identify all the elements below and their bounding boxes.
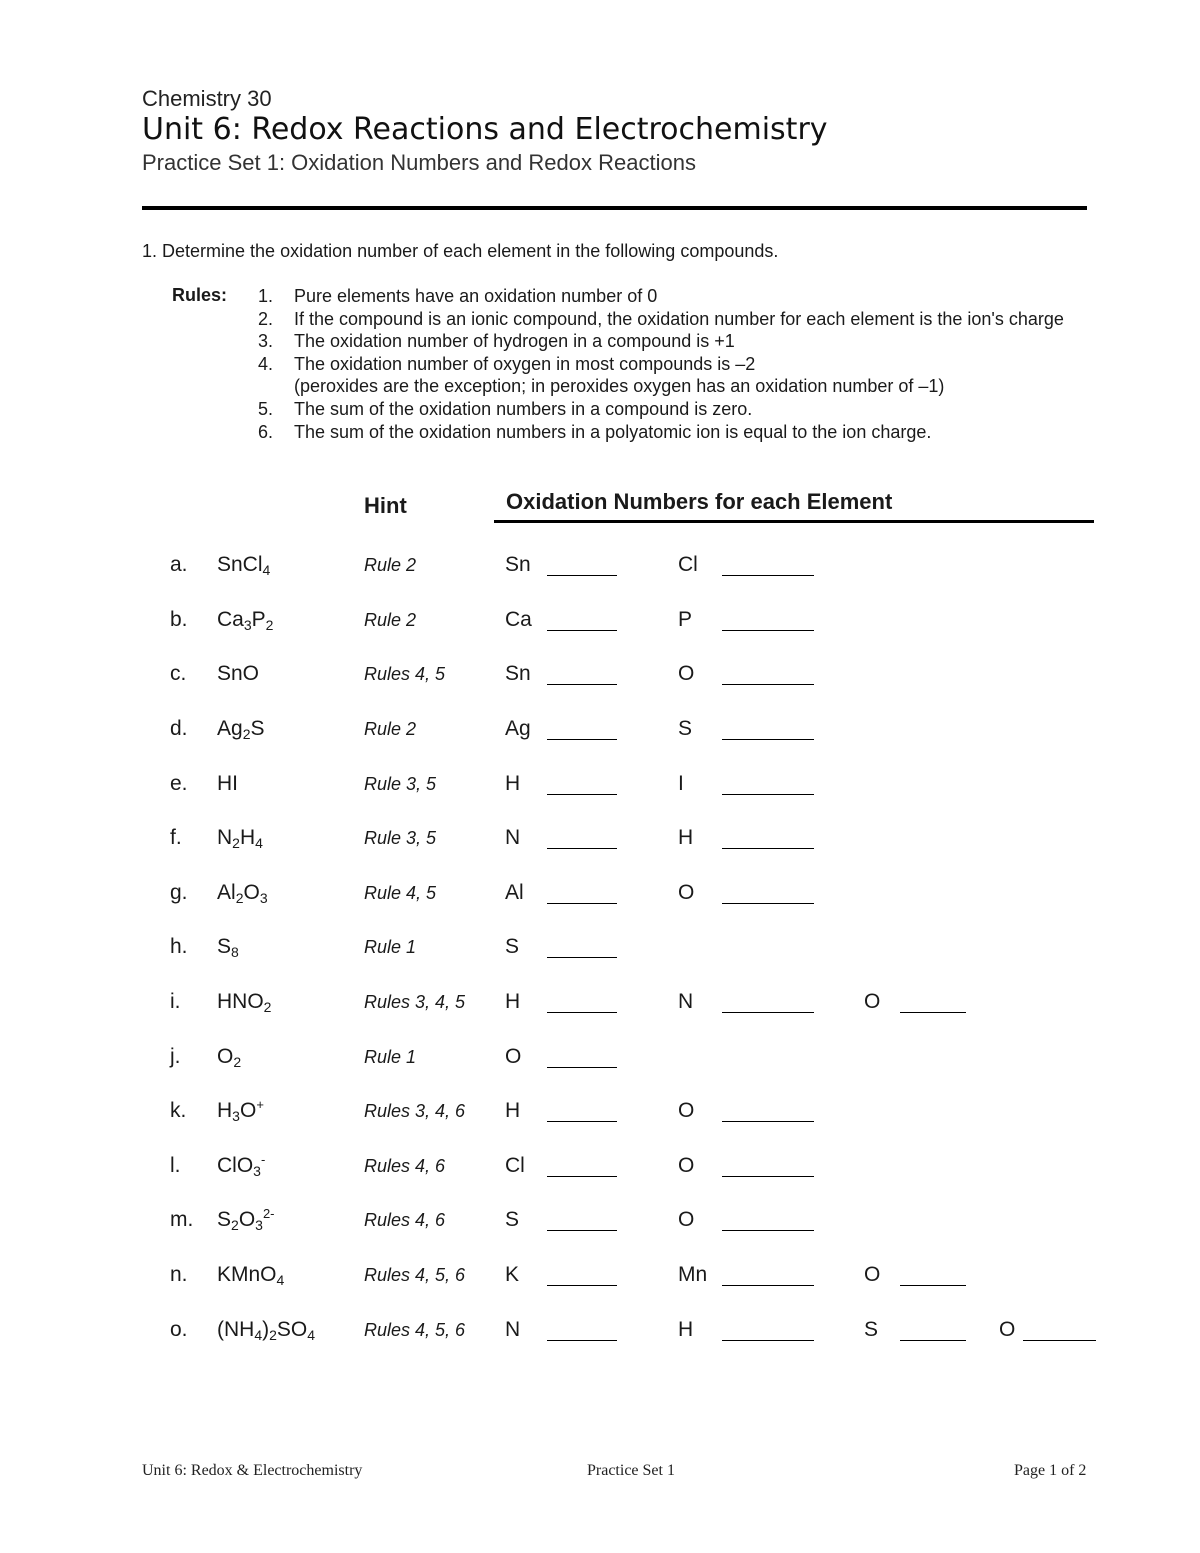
compound-row [0, 1099, 1200, 1139]
answer-blank[interactable] [547, 1099, 617, 1122]
formula-subscript: 4 [262, 562, 271, 578]
answer-blank[interactable] [722, 990, 814, 1013]
chemical-formula: ClO$_3$- [217, 1152, 266, 1179]
formula-superscript: 2- [262, 1206, 275, 1221]
rule-text: The sum of the oxidation numbers in a compound is zero. [294, 398, 753, 419]
footer-practice-set: Practice Set 1 [587, 1462, 675, 1479]
row-letter: b. [170, 608, 188, 631]
rule-item [258, 421, 1088, 444]
chemical-formula: $Al_2O_3$ [217, 881, 268, 906]
hint-column-header: Hint [364, 493, 407, 518]
answer-blank[interactable] [547, 662, 617, 685]
compound-row [0, 881, 1200, 921]
hint-text: Rules 4, 5, 6 [364, 1320, 466, 1340]
chemical-formula: KMnO$_4$ [217, 1263, 285, 1288]
rule-item [258, 308, 1088, 331]
formula-subscript: 4 [255, 835, 263, 851]
row-letter: h. [170, 935, 188, 958]
formula-subscript: 2 [242, 726, 251, 742]
element-symbol: Cl [678, 553, 698, 576]
hint-text: Rule 2 [364, 719, 417, 739]
row-letter: a. [170, 553, 188, 576]
answer-blank[interactable] [547, 608, 617, 631]
chemical-formula: SnCl$_4$ [217, 553, 271, 578]
rule-number: 5. [258, 398, 274, 419]
formula-subscript: 2 [235, 890, 244, 906]
compound-row [0, 1263, 1200, 1303]
row-letter: m. [170, 1208, 194, 1231]
chemical-formula: $S_8$ [217, 935, 239, 960]
element-symbol: O [678, 1099, 695, 1122]
element-symbol: O [678, 662, 695, 685]
formula-subscript: 8 [231, 944, 239, 960]
chemical-formula: $N_2H_4$ [217, 826, 263, 851]
element-symbol: H [678, 1318, 694, 1341]
answer-blank[interactable] [547, 553, 617, 576]
footer-unit: Unit 6: Redox & Electrochemistry [142, 1462, 363, 1479]
element-symbol: N [505, 826, 521, 849]
hint-text: Rules 4, 6 [364, 1156, 446, 1176]
rule-item [258, 353, 1088, 398]
element-symbol: N [678, 990, 694, 1013]
formula-subscript: 2 [265, 617, 274, 633]
row-letter: i. [170, 990, 181, 1013]
footer-page-number: Page 1 of 2 [1014, 1462, 1087, 1479]
answer-blank[interactable] [722, 608, 814, 631]
row-letter: n. [170, 1263, 188, 1286]
formula-subscript: 4 [254, 1327, 263, 1343]
answer-blank[interactable] [547, 717, 617, 740]
compound-row [0, 990, 1200, 1030]
chemical-formula: $O_2$ [217, 1045, 242, 1070]
row-letter: k. [170, 1099, 187, 1122]
chemical-formula: $HNO_2$ [217, 990, 272, 1015]
rule-text: The oxidation number of oxygen in most compounds is –2 (peroxides are the exception; in peroxides oxygen has an oxidation number of –1) [294, 353, 945, 397]
element-symbol: H [505, 1099, 521, 1122]
compound-row [0, 553, 1200, 593]
chemical-formula: HI [217, 772, 238, 795]
answer-blank[interactable] [1023, 1318, 1096, 1341]
element-symbol: Mn [678, 1263, 708, 1286]
answer-blank[interactable] [547, 1045, 617, 1068]
answer-blank[interactable] [722, 1263, 814, 1286]
answer-blank[interactable] [722, 881, 814, 904]
element-symbol: Sn [505, 662, 531, 685]
rule-text: If the compound is an ionic compound, the oxidation number for each element is the ion's charge [294, 308, 1064, 329]
answer-blank[interactable] [722, 826, 814, 849]
element-symbol: S [678, 717, 693, 740]
question-instruction: 1. Determine the oxidation number of each element in the following compounds. [142, 241, 779, 261]
compound-row [0, 662, 1200, 702]
hint-text: Rules 4, 6 [364, 1210, 446, 1230]
chemical-formula: $(NH_4)_2SO_4$ [217, 1318, 316, 1343]
answer-blank[interactable] [547, 990, 617, 1013]
hint-text: Rule 4, 5 [364, 883, 437, 903]
element-symbol: O [678, 1208, 695, 1231]
hint-text: Rule 2 [364, 610, 417, 630]
element-symbol: Ag [505, 717, 531, 740]
rules-label: Rules: [172, 285, 228, 305]
rule-text: Pure elements have an oxidation number of 0 [294, 286, 658, 306]
answer-blank[interactable] [547, 1263, 617, 1286]
rule-text: The sum of the oxidation numbers in a polyatomic ion is equal to the ion charge. [294, 421, 932, 442]
answer-blank[interactable] [547, 1318, 617, 1341]
answer-blank[interactable] [722, 553, 814, 576]
compound-row [0, 1208, 1200, 1248]
rule-item [258, 398, 1088, 421]
oxidation-column-header: Oxidation Numbers for each Element [506, 489, 893, 514]
rule-number: 3. [258, 331, 274, 352]
answer-blank[interactable] [547, 935, 617, 958]
answer-blank[interactable] [547, 772, 617, 795]
hint-text: Rules 3, 4, 5 [364, 992, 466, 1012]
answer-blank[interactable] [900, 1318, 966, 1341]
formula-subscript: 4 [307, 1327, 316, 1343]
element-symbol: O [864, 1263, 881, 1286]
compound-row [0, 1045, 1200, 1085]
compound-row [0, 717, 1200, 757]
chemical-formula: SnO [217, 662, 260, 685]
course-name: Chemistry 30 [142, 86, 272, 111]
header-divider [142, 206, 1087, 210]
element-symbol: Cl [505, 1154, 525, 1177]
compound-row [0, 608, 1200, 648]
answer-blank[interactable] [722, 1154, 814, 1177]
element-symbol: O [678, 881, 695, 904]
rule-number: 1. [258, 286, 274, 306]
row-letter: g. [170, 881, 188, 904]
hint-text: Rule 1 [364, 1047, 417, 1067]
rules-list [258, 285, 1088, 443]
rule-number: 4. [258, 353, 274, 374]
answer-blank[interactable] [547, 881, 617, 904]
hint-text: Rule 3, 5 [364, 774, 437, 794]
element-symbol: Ca [505, 608, 532, 631]
element-symbol: S [864, 1318, 879, 1341]
element-symbol: H [505, 772, 521, 795]
unit-title: Unit 6: Redox Reactions and Electrochemistry [142, 112, 828, 147]
hint-text: Rule 1 [364, 937, 417, 957]
formula-subscript: 3 [259, 890, 268, 906]
element-symbol: S [505, 1208, 520, 1231]
element-symbol: K [505, 1263, 520, 1286]
row-letter: e. [170, 772, 188, 795]
row-letter: d. [170, 717, 188, 740]
formula-subscript: 2 [231, 1217, 239, 1233]
answer-blank[interactable] [547, 1208, 617, 1231]
element-symbol: H [678, 826, 694, 849]
hint-text: Rules 4, 5 [364, 664, 446, 684]
formula-superscript: - [260, 1152, 266, 1167]
rule-item [258, 330, 1088, 353]
answer-blank[interactable] [722, 1099, 814, 1122]
element-symbol: S [505, 935, 520, 958]
chemical-formula: $S_2O_3^{2-}$ [217, 1206, 275, 1233]
element-symbol: O [678, 1154, 695, 1177]
formula-subscript: 2 [232, 835, 240, 851]
element-symbol: Sn [505, 553, 531, 576]
chemical-formula: $H_3O^+$ [217, 1097, 264, 1124]
element-symbol: I [678, 772, 684, 795]
element-symbol: O [864, 990, 881, 1013]
element-symbol: O [505, 1045, 522, 1068]
rule-number: 2. [258, 308, 274, 329]
compound-row [0, 1154, 1200, 1194]
rule-number: 6. [258, 421, 274, 442]
chemical-formula: $Ag_2S$ [217, 717, 265, 742]
row-letter: o. [170, 1318, 188, 1341]
formula-superscript: + [256, 1097, 264, 1112]
element-symbol: P [678, 608, 693, 631]
answer-blank[interactable] [547, 1154, 617, 1177]
hint-text: Rules 3, 4, 6 [364, 1101, 466, 1121]
formula-subscript: 2 [269, 1327, 277, 1343]
answer-blank[interactable] [722, 1318, 814, 1341]
formula-subscript: 3 [253, 1163, 261, 1179]
element-symbol: N [505, 1318, 521, 1341]
row-letter: j. [170, 1045, 181, 1068]
compound-row [0, 935, 1200, 975]
row-letter: l. [170, 1154, 181, 1177]
hint-text: Rule 3, 5 [364, 828, 437, 848]
element-symbol: O [999, 1318, 1016, 1341]
formula-subscript: 2 [233, 1054, 242, 1070]
row-letter: c. [170, 662, 187, 685]
hint-text: Rule 2 [364, 555, 417, 575]
oxidation-header-underline [494, 520, 1094, 523]
chemical-formula: $Ca_3P_2$ [217, 608, 274, 633]
formula-subscript: 3 [243, 617, 252, 633]
rule-note: (peroxides are the exception; in peroxides oxygen has an oxidation number of –1) [294, 376, 945, 397]
compound-row [0, 772, 1200, 812]
row-letter: f. [170, 826, 182, 849]
element-symbol: Al [505, 881, 524, 904]
answer-blank[interactable] [547, 826, 617, 849]
answer-blank[interactable] [900, 990, 966, 1013]
formula-subscript: 2 [263, 999, 272, 1015]
rule-text: The oxidation number of hydrogen in a compound is +1 [294, 331, 735, 352]
rule-item [258, 285, 1088, 308]
hint-text: Rules 4, 5, 6 [364, 1265, 466, 1285]
practice-set-subtitle: Practice Set 1: Oxidation Numbers and Redox Reactions [142, 150, 696, 175]
answer-blank[interactable] [722, 662, 814, 685]
answer-blank[interactable] [900, 1263, 966, 1286]
answer-blank[interactable] [722, 1208, 814, 1231]
formula-subscript: 3 [255, 1217, 263, 1233]
formula-subscript: 4 [276, 1272, 285, 1288]
compound-row [0, 826, 1200, 866]
answer-blank[interactable] [722, 717, 814, 740]
formula-subscript: 3 [232, 1108, 240, 1124]
answer-blank[interactable] [722, 772, 814, 795]
compound-row [0, 1318, 1200, 1358]
element-symbol: H [505, 990, 521, 1013]
